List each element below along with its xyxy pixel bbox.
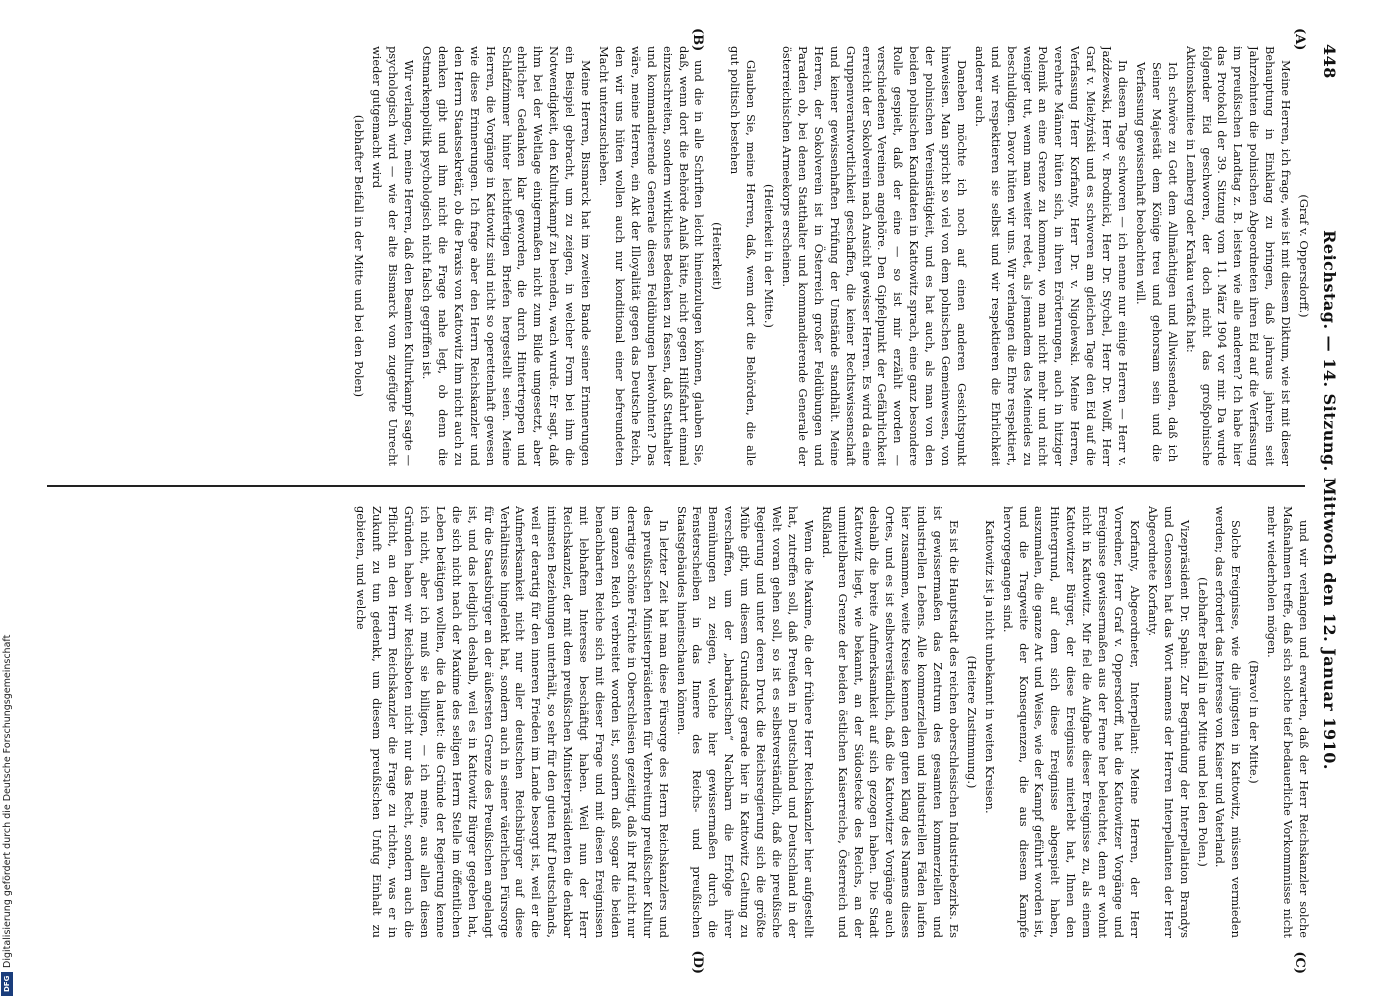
paragraph: und wir verlangen und erwarten, daß der Herr Reichskanzler solche Maßnahmen treffe, daß sich solche tief bedauerliche Vorkommnisse nicht mehr wiederholen mögen. [1265,506,1311,938]
paragraph: (Graf v. Oppersdorff.) [1297,194,1311,318]
paragraph: Vizepräsident Dr. Spahn: Zur Begründung der Interpellation Brandys und Genossen hat das Wort namens der Herren Interpellanten der Herr Abgeordnete Korfanty. [1145,506,1192,938]
dfg-logo: DFG [1,972,13,996]
margin-mark-b: (B) [690,28,705,52]
column-divider [47,485,1305,487]
paragraph: Es ist die Hauptstadt des reichen oberschlesischen Industriebezirks. Es ist gewissermaßen das Zentrum des gesamten kommerziellen und industriellen Lebens. Alle kommerziellen und industriellen Fäden laufen hier zusammen, weite Kreise kennen den guten Klang des Namens dieses Ortes, und es ist selbstverständlich, daß die Kattowitzer Vorgänge auch deshalb die breite Aufmerksamkeit auf sich gezogen haben. Die Stadt Kattowitz liegt, wie bekannt, an der Südostecke des Reichs, an der unmittelbaren Grenze der beiden östlichen Kaiserreiche, Österreich und Rußland. [819,506,961,938]
paragraph: Daneben möchte ich noch auf einen anderen Gesichtspunkt hinweisen. Man spricht so viel von dem polnischen Gemeinwesen, von der polnischen Vereinstätigkeit, und es hat auch, als man von den beiden polnischen Kandidaten in Kattowitz sprach, eine ganz besondere Rolle gespielt, daß der eine — so ist mir erzählt worden — verschiedenen Vereinen angehöre. Den Gipfelpunkt der Gefährlichkeit erreicht der Sokolverein nach Ansicht gewisser Herren. Es wird da eine Gruppenverantwortlichkeit geschaffen, die keiner Rechtswissenschaft und keiner gewissenhaften Prüfung der Umstände standhält. Meine Herren, der Sokolverein ist in Österreich großer Feldübungen und Paraden ob, bei denen Statthalter und kommandierende Generale der österreichischen Armeekorps erscheinen. [780,46,969,466]
paragraph: Glauben Sie, meine Herren, daß, wenn dort die Behörden, die alle gut politisch bestehen [728,46,759,466]
paragraph: Solche Ereignisse, wie die jüngsten in Kattowitz, müssen vermieden werden; das erfordert das Interesse von Kaiser und Vaterland. [1213,506,1244,938]
page-number: 448 [1320,44,1340,79]
paragraph: (lebhafter Beifall in der Mitte und bei den Polen) [352,114,367,398]
page-title: Reichstag. — 14. Sitzung. Mittwoch den 12. Januar 1910. [1320,230,1340,770]
paragraph: Ich schwöre zu Gott dem Allmächtigen und Allwissenden, daß ich Seiner Majestät dem Könige treu und gehorsam sein und die Verfassung gewissenhaft beobachten will. [1133,62,1180,462]
margin-mark-a: (A) [1292,28,1307,51]
paragraph: Korfanty, Abgeordneter, Interpellant: Meine Herren, der Herr Vorredner, Herr Graf v. Oppersdorff, hat die Kattowitzer Vorgänge und Ereignisse gewissermaßen aus der Ferne her beleuchtet, denn er wohnt nicht in Kattowitz. Mir fiel die Aufgabe dieser Ereignisse zu, als einem Kattowitzer Bürger, der diese Ereignisse miterlebt hat, Ihnen den Hintergrund, auf dem sich diese Ereignisse abgespielt haben, auszumalen, die ganze Art und Weise, wie der Kampf geführt worden ist, und die Tragweite der Konsequenzen, die aus diesem Kampfe hervorgegangen sind. [1000,506,1142,938]
paragraph: (Heitere Zustimmung.) [964,655,979,789]
paragraph: Meine Herren, ich frage, wie ist mit diesem Diktum, wie ist mit dieser Behauptung in Einklang zu bringen, daß jahraus jahrein seit Jahrzehnten die polnischen Abgeordneten ihren Eid auf die Verfassung im preußischen Landtag z. B. leisten wie alle anderen? Ich habe hier das Protokoll der 39. Sitzung vom 11. März 1904 vor mir. Da wurde folgender Eid geschworen, der doch nicht das großpolnische Aktionskomitee in Lemberg oder Krakau verfaßt hat: [1183,46,1294,466]
right-text-column [45,506,1311,938]
paragraph: Wenn die Maxime, die der frühere Herr Reichskanzler hier aufgestellt hat, zutreffen soll, daß Preußen in Deutschland und Deutschland in der Welt voran gehen soll, so ist es selbstverständlich, daß die preußische Regierung und unter deren Druck die Reichsregierung sich die größte Mühe gibt, um diesem Grundsatz gerade hier in Kattowitz Geltung zu verschaffen, um der „barbarischen“ Nachbarn die Erfolge ihrer Bemühungen zu zeigen, welche hier gewissermaßen durch die Fensterscheiben in das Innere des Reichs- und preußischen Staatsgebäudes hineinschauen können. [674,506,816,938]
paragraph: (Heiterkeit) [710,222,725,290]
left-text-column [45,46,1311,466]
paragraph: In diesem Tage schworen — ich nenne nur einige Herren — Herr v. Jaźdzewski, Herr v. Brodnicki, Herr Dr. Stychel, Herr Dr. Wolff, Herr Graf v. Mielżyński und es schworen am gleichen Tage den Eid auf die Verfassung Herr Korfanty, Herr Dr. v. Nigolewski. Meine Herren, verehrte Männer hüten sich, in ihren Erörterungen, auch in hitziger Polemik an eine Grenze zu kommen, wo man nicht mehr und nicht weniger tut, wenn man weiter redet, als jemandem des Meineides zu beschuldigen. Davor hüten wir uns. Wir verlangen die Ehre respektiert, und wir respektieren sie selbst und wir respektieren die Ehrlichkeit anderer auch. [972,46,1131,466]
paragraph: In letzter Zeit hat man diese Fürsorge des Herrn Reichskanzlers und des preußischen Ministerpräsidenten für Verbreitung preußischer Kultur derartige schöne Früchte in Oberschlesien gezeitigt, daß ihr Ruf nicht nur im ganzen Reich verbreitet worden ist, sondern daß sogar die beiden benachbarten Reiche sich mit dieser Frage und mit diesen Ereignissen mit lebhaftem Interesse beschäftigt haben. Weil nun der Herr Reichskanzler, der mit dem preußischen Ministerpräsidenten die denkbar intimsten Beziehungen unterhält, so sehr für den guten Ruf Deutschlands, weil er derartig für den inneren Frieden im Lande besorgt ist, weil er die Aufmerksamkeit nicht nur aller deutschen Reichsbürger auf diese Verhältnisse hingelenkt hat, sondern auch in seiner väterlichen Fürsorge für die Staatsbürger an der äußersten Grenze des Preußischen angelangt ist, und das lediglich deshalb, weil es in Kattowitz Bürger gegeben hat, die sich nicht nach der Maxime des seligen Herrn Stelle im öffentlichen Leben betätigen wollten, die da lautet: die Gründe der Regierung kenne ich nicht, aber ich muß sie billigen, — ich meine, aus allen diesen Gründen haben wir Reichsboten nicht nur das Recht, sondern auch die Pflicht, an den Herrn Reichskanzler die Frage zu richten, was er in Zukunft zu tun gedenkt, um diesem preußischen Unfug Einhalt zu gebieten, und welche [354,506,671,938]
paragraph: Wir verlangen, meine Herren, daß den Beamten Kulturkampf sagte — psychologisch wird — wie der alte Bismarck vom zugefügte Unrecht wieder gutgemacht wird [370,46,417,466]
paragraph: (Bravo! in der Mitte.) [1247,660,1262,784]
paragraph: Meine Herren, Bismarck hat im zweiten Bande seiner Erinnerungen ein Beispiel gebracht, um zu zeigen, in welcher Form bei ihm die Notwendigkeit, den Kulturkampf zu beenden, wach wurde. Er sagt, daß ihm bei der Weltlage einigermaßen nicht zum Bilde umgesetzt, aber ehrlicher Gedanken klar geworden, die durch Hintertreppen und Schlafzimmer hinter leichtfertigen Briefen hergestellt seien. Meine Herren, die Vorgänge in Kattowitz sind nicht so operettenhaft gewesen wie diese Erinnerungen. Ich frage aber den Herrn Reichskanzler und den Herrn Staatssekretär, ob die Praxis von Kattowitz ihm nicht auch zu denken gibt und ihm nicht die Frage nahe legt, ob denn die Ostmarkenpolitik psychologisch nicht falsch gegriffen ist. [420,46,594,466]
credit-text: Digitalisierung gefördert durch die Deutsche Forschungsgemeinschaft [2,634,13,968]
page-header [1317,44,1343,956]
reichstag-protocol-page [35,28,1345,974]
margin-mark-d: (D) [690,950,705,974]
paragraph: und die in alle Schriften leicht hineinzulugen können, glauben Sie, daß, wenn dort die Behörde Anlaß hätte, nicht gegen Hilfsfahrt einmal einzuschreiten, sondern wirkliches Bedenken zu fassen, daß Statthalter und kommandierende Generale diesen Feldübungen beiwohnten? Das wäre, meine Herren, ein Akt der Illoyalität gegen das Deutsche Reich, den wir uns hüten wollen auch nur konditional einer befreundeten Macht unterzuschieben. [597,46,707,466]
digitization-credit [0,0,14,1000]
margin-mark-c: (C) [1292,951,1307,974]
paragraph: (Lebhafter Beifall in der Mitte und bei den Polen.) [1195,577,1210,867]
paragraph: Kattowitz ist ja nicht unbekannt in weiten Kreisen. [982,520,997,814]
paragraph: (Heiterkeit in der Mitte.) [762,184,777,328]
